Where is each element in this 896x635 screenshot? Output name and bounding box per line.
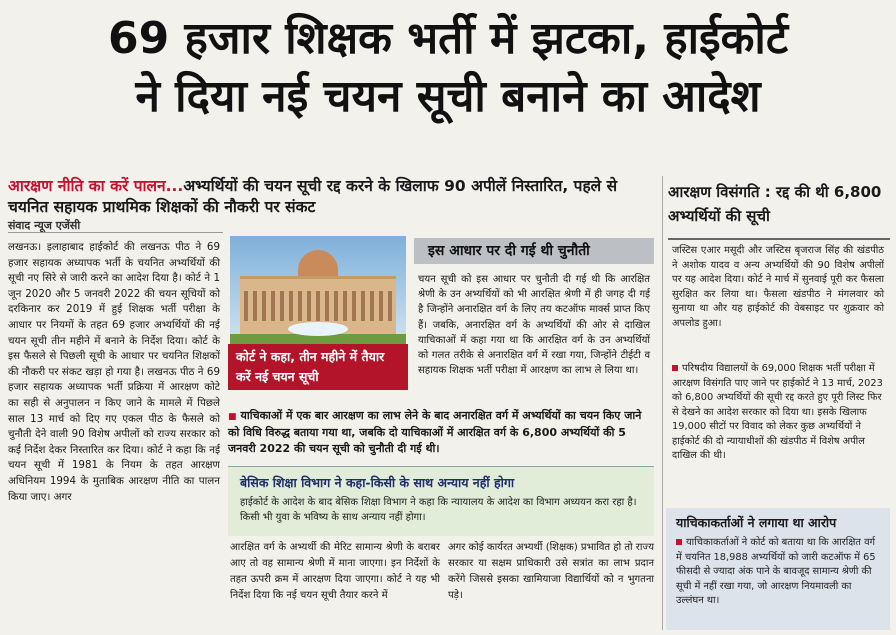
subheadline-red: आरक्षण नीति का करें पालन...: [8, 177, 184, 195]
side-body: जस्टिस एआर मसूदी और जस्टिस बृजराज सिंह की खंडपीठ ने अशोक यादव व अन्य अभ्यर्थियों की 90 विशेष अपीलों पर यह आदेश दिया। कोर्ट ने मार्च में सुनवाई पूरी कर फैसला सुरक्षित कर लिया था। फैसला खंडपीठ ने मंगलवार को सुनाया था और यह हाईकोर्ट की वेबसाइट पर शुक्रवार को अपलोड हुआ।: [672, 245, 884, 329]
box2-text: याचिकाकर्ताओं ने कोर्ट को बताया था कि आरक्षित वर्ग में चयनित 18,988 अभ्यर्थियों को जारी कटऑफ में 65 फीसदी से ज्यादा अंक पाने के बावजूद सामान्य श्रेणी की सूची में नहीं रखा गया, जो आरक्षण नियमावली का उल्लंघन था।: [676, 537, 876, 606]
box-text: हाईकोर्ट के आदेश के बाद बेसिक शिक्षा विभाग ने कहा कि न्यायालय के आदेश का विभाग अध्ययन करा रहा है। किसी भी युवा के भविष्य के साथ अन्याय नहीं होगा।: [240, 497, 637, 523]
pullquote-bullet-icon: ■: [228, 412, 237, 422]
byline-rule: [8, 232, 223, 233]
subheadline: [8, 176, 658, 218]
lower-body-column-1: आरक्षित वर्ग के अभ्यर्थी की मेरिट सामान्य श्रेणी के बराबर आए तो वह सामान्य श्रेणी में माना जाएगा। इन निर्देशों के तहत ऊपरी क्रम में आरक्षण दिया जाएगा। कोर्ट ने यह भी निर्देश दिया कि नई चयन सूची तैयार करने में: [230, 542, 440, 601]
bullet-square-icon: [672, 365, 678, 371]
bullet-square-icon: [676, 539, 682, 545]
lower-body-column-2: अगर कोई कार्यरत अभ्यर्थी (शिक्षक) प्रभावित हो तो राज्य सरकार या सक्षम प्राधिकारी उसे सत्रांत का लाभ प्रदान करेंगे जिससे इसका खामियाजा विद्यार्थियों को न भुगतना पड़े।: [448, 542, 655, 601]
box2-heading: याचिकाकर्ताओं ने लगाया था आरोप: [676, 515, 837, 530]
pullquote: [228, 408, 654, 457]
box2-body: [666, 534, 890, 611]
challenge-body-column: चयन सूची को इस आधार पर चुनौती दी गई थी कि आरक्षित श्रेणी के उन अभ्यर्थियों को भी आरक्षित श्रेणी में ही जगह दी गई है जिन्होंने अनारक्षित वर्ग के लिए तय कटऑफ मार्क्स प्राप्त किए हैं। जबकि, अनारक्षित वर्ग के अभ्यर्थियों की ओर से दाखिल याचिकाओं में कहा गया था कि आरक्षित वर्ग के उन अभ्यर्थियों को गलत तरीके से अनारक्षित वर्ग में रखा गया, जिन्होंने टीईटी व सहायक शिक्षक भर्ती परीक्षा में आरक्षण का लाभ ले लिया था।: [418, 274, 650, 377]
side-title: आरक्षण विसंगति : रद्द की थी 6,800 अभ्यर्थियों की सूची: [668, 183, 882, 225]
byline: संवाद न्यूज एजेंसी: [8, 219, 81, 232]
subheadline-rest: अभ्यर्थियों की चयन सूची रद्द करने के खिलाफ 90 अपीलें निस्तारित, पहले से चयनित सहायक प्राथमिक शिक्षकों की नौकरी पर संकट: [8, 177, 618, 216]
box-heading: बेसिक शिक्षा विभाग ने कहा-किसी के साथ अन्याय नहीं होगा: [240, 475, 515, 490]
main-body-column: लखनऊ। इलाहाबाद हाईकोर्ट की लखनऊ पीठ ने 69 हजार सहायक अध्यापक भर्ती के चयनित अभ्यर्थियों की सूची नए सिरे से जारी करने का आदेश दिया है। कोर्ट ने 1 जून 2020 और 5 जनवरी 2022 की चयन सूचियों को दरकिनार कर 2019 में हुई शिक्षक भर्ती परीक्षा के आधार पर नियमों के तहत 69 हजार अभ्यर्थियों की नई चयन सूची तीन महीने में बनाने के निर्देश दिया। कोर्ट के इस फैसले से पिछली सूची के आधार पर चयनित शिक्षकों की नौकरी पर संकट खड़ा हो गया है। लखनऊ पीठ ने 69 हजार सहायक अध्यापक भर्ती प्रक्रिया में आरक्षण कोटे का सही से अनुपालन न किए जाने के मामले में पिछले साल 13 मार्च को दिए गए एकल पीठ के फैसले को चुनौती देने वाली 90 विशेष अपीलों को राज्य सरकार को कई निर्देश देकर निस्तारित कर दिया। कोर्ट ने कहा कि नई चयन सूची में 1981 के नियम के तहत आरक्षण अधिनियम 1994 के मुताबिक आरक्षण नीति का पालन किया जाए। अगर: [8, 241, 220, 503]
side-bullet-text: परिषदीय विद्यालयों के 69,000 शिक्षक भर्ती परीक्षा में आरक्षण विसंगति पाए जाने पर हाईकोर्ट ने 13 मार्च, 2023 को 6,800 अभ्यर्थियों की सूची रद्द करते हुए पूरी लिस्ट फिर से देखने का आदेश सरकार को दिया था। इसके खिलाफ 19,000 सीटों पर विवाद को लेकर कुछ अभ्यर्थियों ने हाईकोर्ट की दो न्यायाधीशों की खंडपीठ में विशेष अपील दाखिल की थी।: [672, 363, 883, 461]
section-heading-challenge: इस आधार पर दी गई थी चुनौती: [414, 238, 654, 264]
headline: [10, 10, 886, 126]
headline-line2: ने दिया नई चयन सूची बनाने का आदेश: [135, 71, 761, 122]
pullquote-text: याचिकाओं में एक बार आरक्षण का लाभ लेने के बाद अनारक्षित वर्ग में अभ्यर्थियों का चयन किए जाने को विधि विरुद्ध बताया गया था, जबकि दो याचिकाओं में आरक्षित वर्ग के 6,800 अभ्यर्थियों की 5 जनवरी 2022 की चयन सूची को चुनौती दी गई थी।: [228, 409, 642, 455]
basic-education-box: [228, 466, 654, 536]
side-title-rule: [668, 238, 890, 240]
photo-caption: कोर्ट ने कहा, तीन महीने में तैयार करें नई चयन सूची: [228, 344, 408, 390]
side-bullet-item: [672, 362, 884, 464]
headline-line1: 69 हजार शिक्षक भर्ती में झटका, हाईकोर्ट: [108, 13, 788, 64]
column-divider: [662, 176, 663, 630]
petitioners-box: [666, 508, 890, 630]
